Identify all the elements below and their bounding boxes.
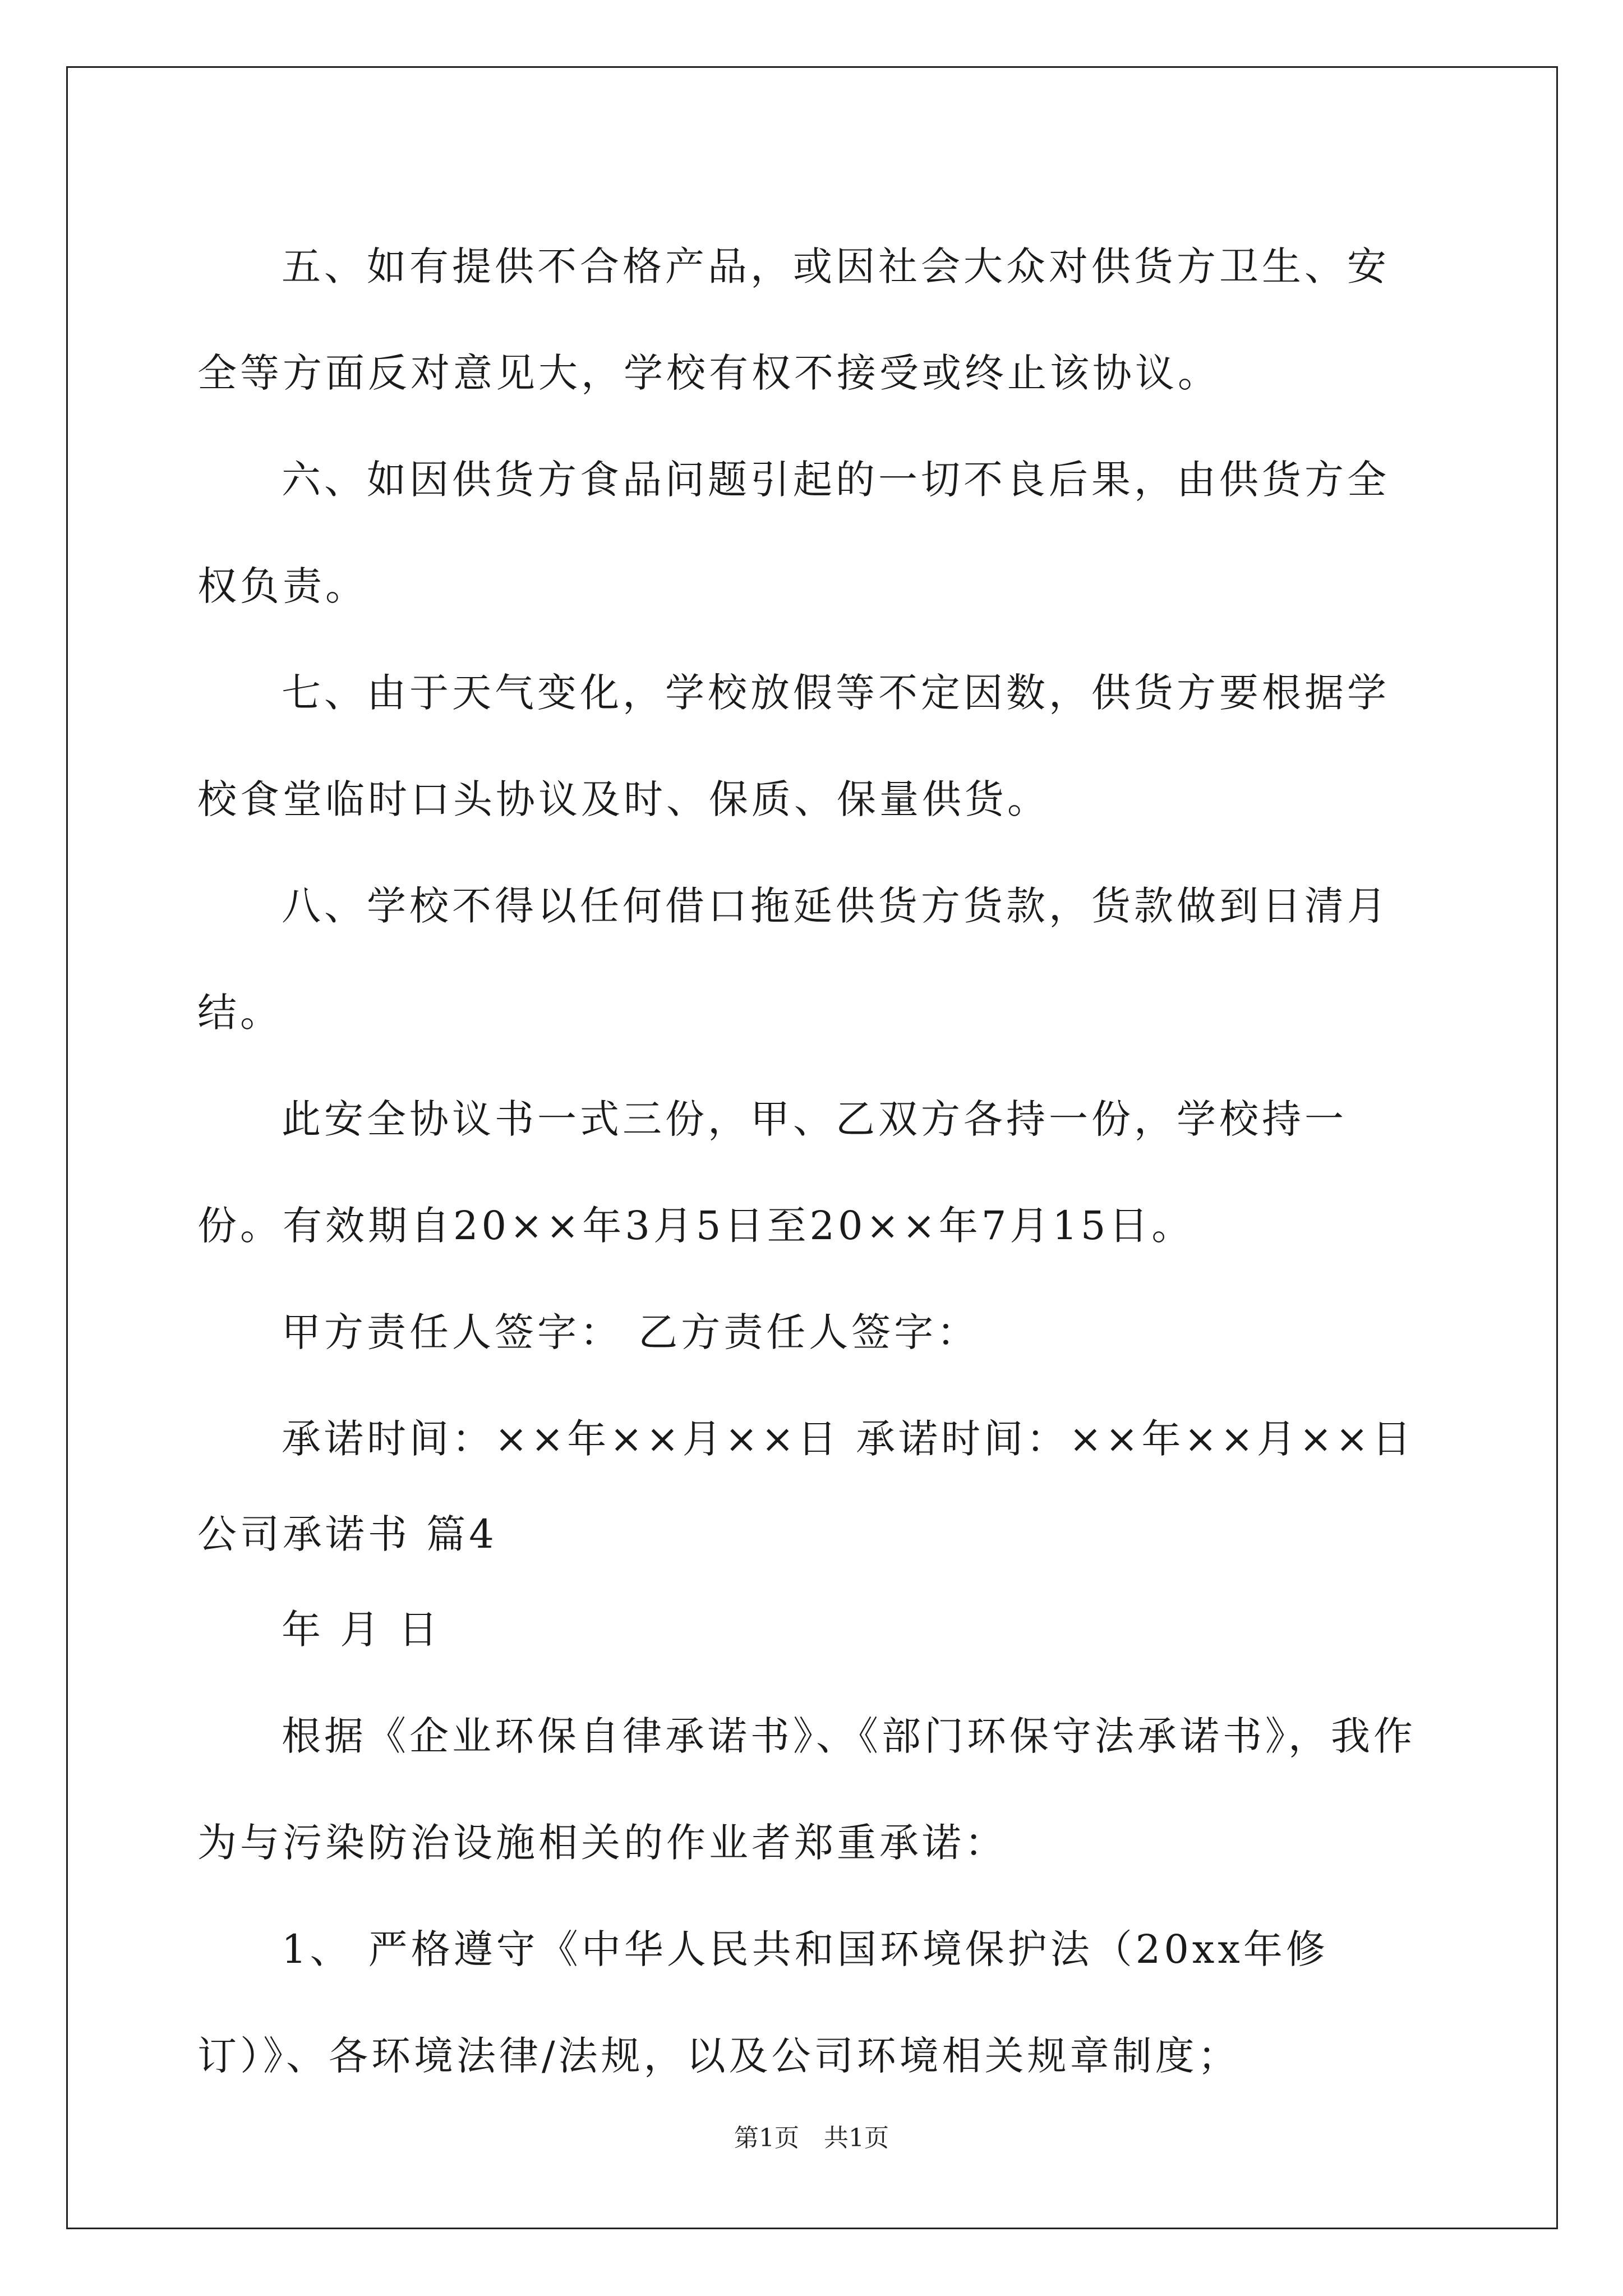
- page-footer: 第1页 共1页: [734, 2124, 889, 2152]
- paragraph-copies: 此安全协议书一式三份，甲、乙双方各持一份，学校持一份。有效期自20××年3月5日至20××年7月15日。: [197, 1096, 1347, 1249]
- document-body: [197, 213, 1426, 2109]
- paragraph-item-6: 六、如因供货方食品问题引起的一切不良后果，由供货方全权负责。: [197, 457, 1390, 609]
- paragraph-item-1: 1、 严格遵守《中华人民共和国环境保护法（20xx年修订）》、各环境法律/法规，以及公司环境相关规章制度；: [197, 1926, 1329, 2079]
- section-heading: 公司承诺书 篇4: [197, 1511, 497, 1557]
- date-placeholder: 年 月 日: [282, 1607, 441, 1653]
- signature-line: 甲方责任人签字： 乙方责任人签字：: [282, 1309, 980, 1355]
- paragraph-item-7: 七、由于天气变化，学校放假等不定因数，供货方要根据学校食堂临时口头协议及时、保质、保量供货。: [197, 670, 1390, 822]
- paragraph-intro: 根据《企业环保自律承诺书》、《部门环保守法承诺书》，我作为与污染防治设施相关的作业者郑重承诺：: [197, 1713, 1416, 1866]
- promise-date-line: 承诺时间：××年××月××日 承诺时间：××年××月××日: [282, 1416, 1415, 1462]
- paragraph-item-5: 五、如有提供不合格产品，或因社会大众对供货方卫生、安全等方面反对意见大，学校有权不接受或终止该协议。: [197, 243, 1390, 396]
- paragraph-item-8: 八、学校不得以任何借口拖延供货方货款，货款做到日清月结。: [197, 883, 1390, 1036]
